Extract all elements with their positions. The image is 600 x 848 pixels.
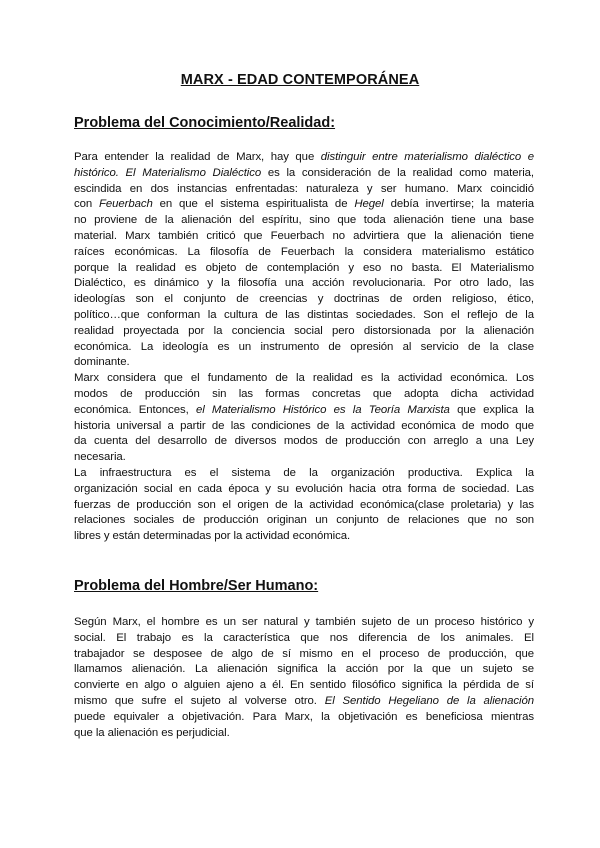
text-line [74,166,534,182]
text-line [74,182,534,198]
text-run: trabajador se desposee de algo de sí mismo en el proceso de producción, que [74,647,534,660]
text-run: llamamos alienación. La alienación significa la acción por la que un sujeto se [74,663,534,676]
text-line [74,419,534,435]
text-run: Para entender la realidad de Marx, hay que [74,151,321,163]
text-line [74,276,534,292]
italic-phrase: el Materialismo Histórico es la Teoría Marxista [195,403,450,416]
text-line [74,710,534,726]
text-run: modos de producción sin las formas concretas que adopta dicha actividad [74,387,534,400]
text-run: da cuenta del desarrollo de diversos modos de producción con arreglo a una Ley [74,435,534,448]
document-title: MARX - EDAD CONTEMPORÁNEA [180,72,420,88]
text-line [74,324,534,340]
text-line [74,694,534,710]
text-line [74,726,534,742]
text-line [74,387,534,403]
text-line [74,678,534,694]
text-line [74,631,534,647]
text-run: libres y están determinadas por la actividad económica. [74,530,351,543]
text-run: Dialéctico, es dinámico y la filosofía una acción revolucionaria. Por otro lado, las [74,277,534,290]
text-run: necesaria. [74,451,126,464]
text-line [74,213,534,229]
text-run: es la consideración de la realidad como materia, [261,166,534,179]
text-line [74,529,534,545]
text-line [74,292,534,308]
text-run: La infraestructura es el sistema de la organización productiva. Explica la [74,466,534,479]
text-run: no proviene de la alienación del espíritu, sino que toda alienación tiene una base [74,214,534,227]
text-run: relaciones sociales de producción originan un conjunto de relaciones que no son [74,514,534,527]
text-line [74,647,534,663]
text-line [74,498,534,514]
text-run: que la alienación es perjudicial. [74,726,230,739]
italic-phrase: Feuerbach [99,198,153,211]
text-line [74,450,534,466]
section-heading-conocimiento: Problema del Conocimiento/Realidad: [74,115,336,131]
italic-phrase: Hegel [354,198,384,211]
text-run: en que el sistema espiritualista de [152,198,355,211]
text-line [74,150,534,166]
text-run: político…que conforman la cultura de las distintas sociedades. Son el reflejo de la [74,308,534,321]
text-line [74,340,534,356]
text-run: con [74,198,100,211]
text-run: porque la realidad es objeto de contemplación y eso no basta. El Materialismo [74,261,534,274]
text-run: historia universal a partir de las condiciones de la actividad económica de modo que [74,419,534,432]
text-line [74,308,534,324]
text-run: ideologías son el conjunto de creencias y doctrinas de orden religioso, ético, [74,293,534,306]
text-line [74,615,534,631]
text-line [74,355,534,371]
text-line [74,482,534,498]
italic-phrase: histórico. El Materialismo Dialéctico [74,166,262,179]
text-run: que explica la [449,403,535,416]
italic-phrase: El Sentido Hegeliano de la alienación [324,694,534,707]
text-run: realidad proyectada por la conciencia social pero distorsionada por la alienación [74,324,534,337]
text-line [74,513,534,529]
text-run: Marx considera que el fundamento de la realidad es la actividad económica. Los [74,372,534,385]
text-run: Según Marx, el hombre es un ser natural y también sujeto de un proceso histórico y [74,616,534,628]
section-body-conocimiento [74,150,534,545]
text-line [74,261,534,277]
text-line [74,197,534,213]
text-run: social. El trabajo es la característica que nos diferencia de los animales. El [74,631,534,644]
text-run: mismo que sufre el sujeto al volverse otro. [74,694,325,707]
text-run: debía invertirse; la materia [383,198,534,211]
text-run: raíces económicas. La filosofía de Feuerbach la considera materialismo estático [74,245,534,258]
text-line [74,371,534,387]
text-run: puede equivaler a objetivación. Para Marx, la objetivación es beneficiosa mientras [74,710,534,723]
text-line [74,245,534,261]
text-line [74,466,534,482]
text-run: económica. Entonces, [74,403,196,416]
text-line [74,434,534,450]
text-run: material. Marx también criticó que Feuerbach no advirtiera que la alienación tiene [74,229,534,242]
section-heading-hombre: Problema del Hombre/Ser Humano: [74,578,319,594]
section-body-hombre [74,615,534,741]
italic-phrase: distinguir entre materialismo dialéctico e [320,151,534,163]
text-run: dominante. [74,356,130,369]
text-run: económica. La ideología es un instrumento de opresión al servicio de la clase [74,340,534,353]
text-line [74,403,534,419]
text-run: escindida en dos instancias enfrentadas: naturaleza y ser humano. Marx coincidió [74,182,534,195]
text-line [74,662,534,678]
text-run: fuerzas de producción son el origen de la actividad económica(clase proletaria) y las [74,498,534,511]
text-line [74,229,534,245]
text-run: organización social en cada época y su evolución hacia otra forma de sociedad. Las [74,482,534,495]
text-run: convierte en algo o alguien ajeno a él. En sentido filosófico significa la pérdida de sí [74,679,534,692]
